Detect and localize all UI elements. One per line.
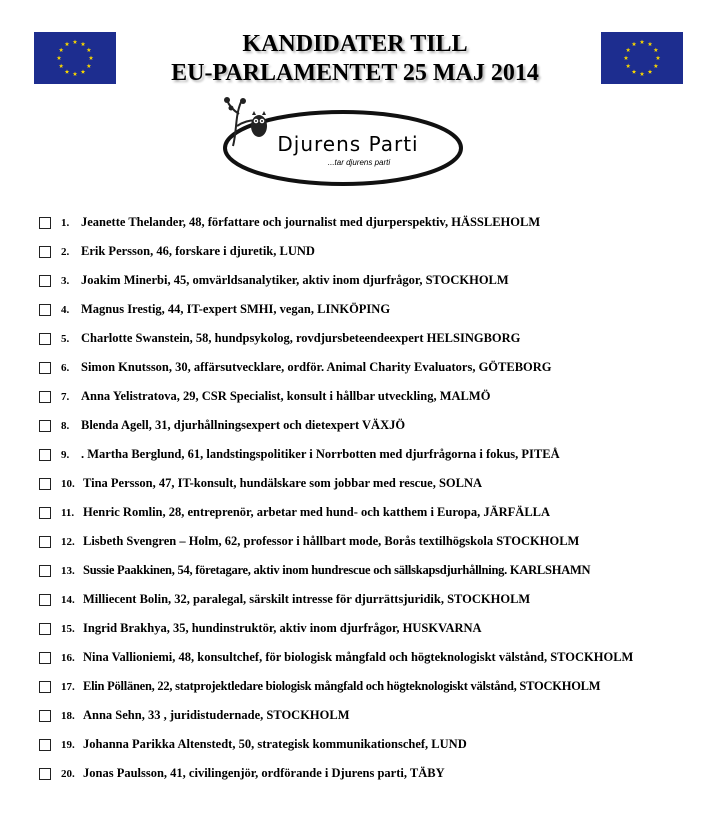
vote-checkbox[interactable] [39,623,51,635]
candidate-number: 19. [61,738,75,751]
candidate-row [39,585,719,614]
vote-checkbox[interactable] [39,681,51,693]
candidate-text: Johanna Parikka Altenstedt, 50, strategisk kommunikationschef, LUND [83,737,467,751]
candidate-row [39,614,719,643]
vote-checkbox[interactable] [39,594,51,606]
candidate-row [39,382,719,411]
candidate-text: Milliecent Bolin, 32, paralegal, särskilt intresse för djurrättsjuridik, STOCKHOLM [83,592,531,606]
title-line-2: EU-PARLAMENTET 25 MAJ 2014 [171,60,539,86]
candidate-text: . Martha Berglund, 61, landstingspolitiker i Norrbotten med djurfrågorna i fokus, PITEÅ [81,447,560,461]
candidate-row [39,759,719,788]
vote-checkbox[interactable] [39,275,51,287]
candidate-text: Joakim Minerbi, 45, omvärldsanalytiker, aktiv inom djurfrågor, STOCKHOLM [81,273,509,287]
candidate-number: 18. [61,709,75,722]
eu-flag-icon [34,32,116,84]
candidate-number: 7. [61,390,70,403]
candidate-row [39,324,719,353]
candidate-number: 13. [61,564,75,577]
candidate-number: 5. [61,332,70,345]
candidate-number: 6. [61,361,70,374]
vote-checkbox[interactable] [39,333,51,345]
candidate-row [39,295,719,324]
vote-checkbox[interactable] [39,420,51,432]
candidate-text: Magnus Irestig, 44, IT-expert SMHI, vegan, LINKÖPING [81,302,391,316]
vote-checkbox[interactable] [39,478,51,490]
candidate-text: Lisbeth Svengren – Holm, 62, professor i hållbart mode, Borås textilhögskola STOCKHOLM [83,534,580,548]
candidate-number: 12. [61,535,75,548]
page-title [140,30,570,88]
title-line-1: KANDIDATER TILL [242,31,468,57]
candidate-text: Elin Pöllänen, 22, statprojektledare biologisk mångfald och högteknologiskt välstånd, STOCKHOLM [83,679,601,693]
candidate-list [39,208,719,788]
logo-tagline: ...tar djurens parti [327,158,391,167]
candidate-number: 4. [61,303,70,316]
candidate-text: Erik Persson, 46, forskare i djuretik, LUND [81,244,315,258]
vote-checkbox[interactable] [39,449,51,461]
candidate-text: Simon Knutsson, 30, affärsutvecklare, ordför. Animal Charity Evaluators, GÖTEBORG [81,360,552,374]
vote-checkbox[interactable] [39,304,51,316]
candidate-row [39,266,719,295]
candidate-number: 8. [61,419,70,432]
vote-checkbox[interactable] [39,565,51,577]
vote-checkbox[interactable] [39,710,51,722]
candidate-number: 14. [61,593,75,606]
candidate-row [39,208,719,237]
candidate-number: 17. [61,680,75,693]
candidate-number: 16. [61,651,75,664]
candidate-row [39,237,719,266]
candidate-row [39,730,719,759]
candidate-row [39,440,719,469]
candidate-text: Ingrid Brakhya, 35, hundinstruktör, aktiv inom djurfrågor, HUSKVARNA [83,621,482,635]
candidate-text: Tina Persson, 47, IT-konsult, hundälskare som jobbar med rescue, SOLNA [83,476,483,490]
candidate-row [39,672,719,701]
candidate-number: 1. [61,216,70,229]
candidate-row [39,556,719,585]
vote-checkbox[interactable] [39,246,51,258]
candidate-row [39,527,719,556]
vote-checkbox[interactable] [39,217,51,229]
logo-party-name: Djurens Parti [277,132,419,156]
vote-checkbox[interactable] [39,739,51,751]
vote-checkbox[interactable] [39,362,51,374]
candidate-number: 20. [61,767,75,780]
candidate-number: 10. [61,477,75,490]
candidate-text: Henric Romlin, 28, entreprenör, arbetar med hund- och katthem i Europa, JÄRFÄLLA [83,505,551,519]
candidate-text: Charlotte Swanstein, 58, hundpsykolog, rovdjursbeteendeexpert HELSINGBORG [81,331,521,345]
vote-checkbox[interactable] [39,536,51,548]
eu-flag-right [601,32,683,84]
candidate-row [39,498,719,527]
vote-checkbox[interactable] [39,507,51,519]
candidate-text: Jeanette Thelander, 48, författare och journalist med djurperspektiv, HÄSSLEHOLM [81,215,541,229]
candidate-text: Blenda Agell, 31, djurhållningsexpert och dietexpert VÄXJÖ [81,418,406,432]
candidate-text: Jonas Paulsson, 41, civilingenjör, ordförande i Djurens parti, TÄBY [83,766,445,780]
vote-checkbox[interactable] [39,652,51,664]
vote-checkbox[interactable] [39,391,51,403]
candidate-number: 15. [61,622,75,635]
candidate-number: 2. [61,245,70,258]
candidate-row [39,701,719,730]
candidate-row [39,411,719,440]
candidate-text: Nina Vallioniemi, 48, konsultchef, för biologisk mångfald och högteknologiskt välstånd, STOCKHOLM [83,650,634,664]
eu-flag-left [34,32,116,84]
candidate-row [39,643,719,672]
candidate-text: Anna Yelistratova, 29, CSR Specialist, konsult i hållbar utveckling, MALMÖ [81,389,491,403]
party-logo [219,96,465,188]
candidate-text: Sussie Paakkinen, 54, företagare, aktiv inom hundrescue och sällskapsdjurhållning. KARLSHAMN [83,563,591,577]
candidate-row [39,469,719,498]
vote-checkbox[interactable] [39,768,51,780]
candidate-text: Anna Sehn, 33 , juridistudernade, STOCKHOLM [83,708,350,722]
eu-flag-icon [601,32,683,84]
candidate-number: 3. [61,274,70,287]
candidate-row [39,353,719,382]
candidate-number: 11. [61,506,75,519]
candidate-number: 9. [61,448,70,461]
